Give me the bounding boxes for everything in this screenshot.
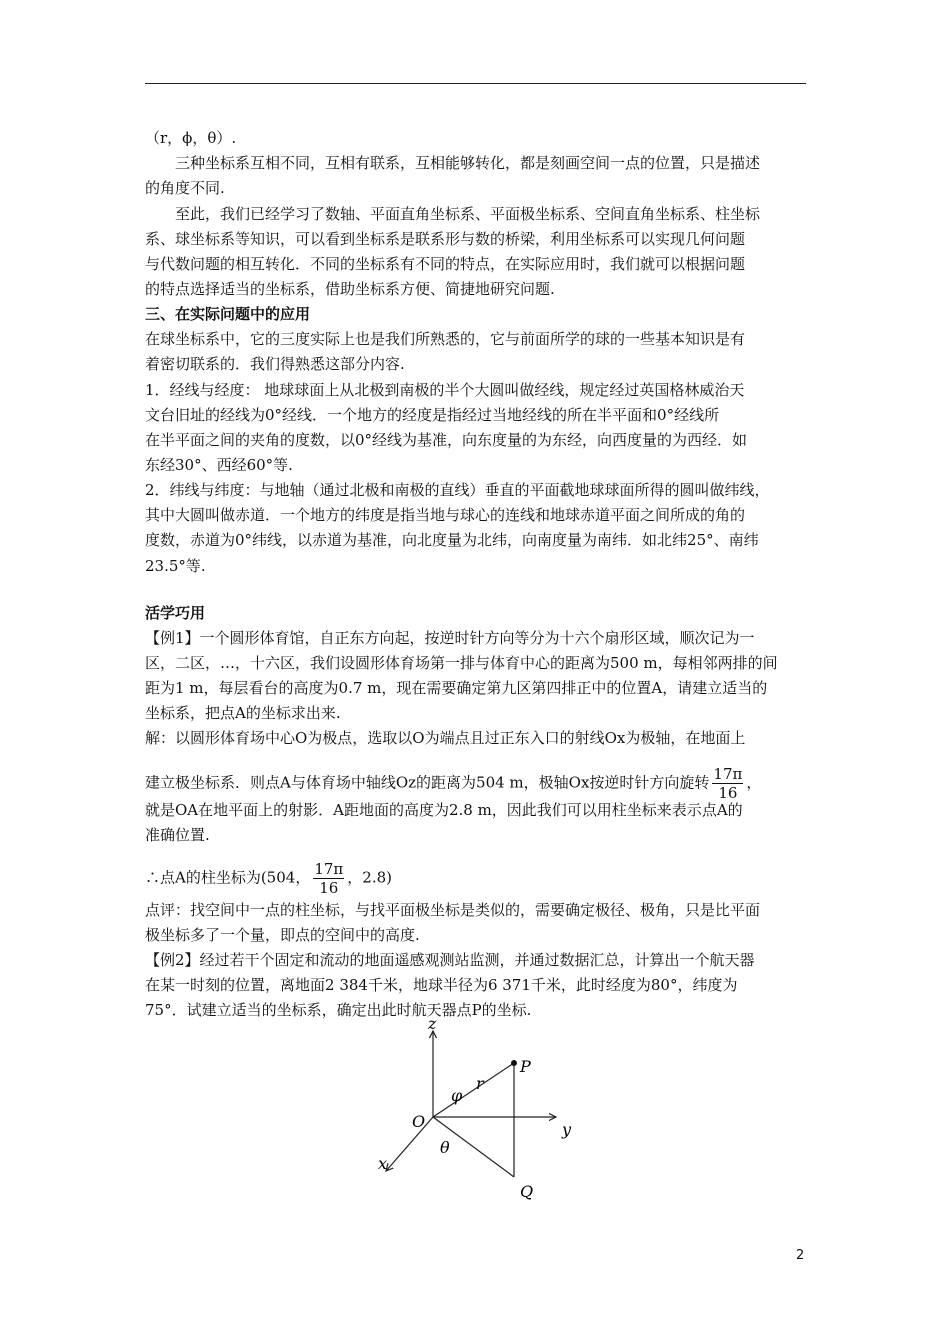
label-z: z: [428, 1015, 437, 1033]
fraction: [712, 765, 743, 802]
segment-OP: [433, 1063, 514, 1117]
answer-text: ，2.8): [347, 868, 392, 887]
example-line: 在某一时刻的位置，离地面2 384千米，地球半径为6 371千米，此时经度为80°，纬度为: [145, 976, 738, 994]
label-O: O: [412, 1112, 426, 1131]
text-line: 在半平面之间的夹角的度数，以0°经线为基准，向东度量的为东经，向西度量的为西经．如: [145, 431, 748, 449]
fraction: [313, 860, 344, 897]
text-line: （r，ϕ，θ）.: [145, 129, 237, 147]
text-line: 其中大圆叫做赤道．一个地方的纬度是指当地与球心的连线和地球赤道平面之间所成的角的: [145, 506, 746, 524]
comment-line: 点评：找空间中一点的柱坐标，与找平面极坐标是类似的，需要确定极径、极角，只是比平面: [145, 901, 761, 919]
solution-line-with-fraction: [145, 765, 761, 802]
text-line: 至此，我们已经学习了数轴、平面直角坐标系、平面极坐标系、空间直角坐标系、柱坐标: [175, 205, 761, 223]
solution-line: 准确位置.: [145, 826, 210, 844]
text-line: 的特点选择适当的坐标系，借助坐标系方便、简捷地研究问题.: [145, 280, 555, 298]
example-line: 坐标系，把点A的坐标求出来.: [145, 704, 341, 722]
text-line: 三种坐标系互相不同，互相有联系，互相能够转化，都是刻画空间一点的位置，只是描述: [175, 154, 761, 172]
coordinate-figure: [370, 1015, 590, 1205]
fraction-numerator: 17π: [713, 765, 743, 783]
text-line: 文台旧址的经线为0°经线．一个地方的经度是指经过当地经线的所在半平面和0°经线所: [145, 406, 720, 424]
label-P: P: [520, 1057, 531, 1076]
text-line: 的角度不同.: [145, 179, 225, 197]
solution-text: ，: [746, 773, 762, 792]
label-y: y: [562, 1120, 572, 1139]
fraction-denominator: 16: [718, 784, 738, 802]
example-line: 【例2】经过若干个固定和流动的地面遥感观测站监测，并通过数据汇总，计算出一个航天器: [145, 951, 755, 969]
text-line: 系、球坐标系等知识，可以看到坐标系是联系形与数的桥梁，利用坐标系可以实现几何问题: [145, 230, 746, 248]
answer-line: [145, 860, 392, 897]
text-line: 度数，赤道为0°纬线，以赤道为基准，向北度量为北纬，向南度量为南纬．如北纬25°、南纬: [145, 531, 759, 549]
example-line: 【例1】一个圆形体育馆，自正东方向起，按逆时针方向等分为十六个扇形区域，顺次记为一: [145, 629, 755, 647]
example-line: 75°．试建立适当的坐标系，确定出此时航天器点P的坐标.: [145, 1001, 532, 1019]
fraction-denominator: 16: [319, 879, 339, 897]
fraction-numerator: 17π: [314, 860, 344, 878]
label-Q: Q: [520, 1182, 534, 1201]
solution-text: 建立极坐标系．则点A与体育场中轴线Oz的距离为504 m，极轴Ox按逆时针方向旋转: [145, 773, 710, 792]
text-line: 23.5°等.: [145, 557, 206, 575]
point-P: [511, 1060, 517, 1066]
page-number: 2: [796, 1248, 805, 1263]
text-line: 与代数问题的相互转化．不同的坐标系有不同的特点，在实际应用时，我们就可以根据问题: [145, 255, 746, 273]
text-line: 着密切联系的．我们得熟悉这部分内容.: [145, 355, 405, 373]
answer-text: ∴点A的柱坐标为(504，: [145, 868, 311, 887]
comment-line: 极坐标多了一个量，即点的空间中的高度.: [145, 926, 420, 944]
header-rule: [145, 83, 806, 84]
example-line: 区，二区，…，十六区，我们设圆形体育场第一排与体育中心的距离为500 m，每相邻两排的间: [145, 654, 778, 672]
text-line: 东经30°、西经60°等.: [145, 456, 293, 474]
text-line: 1．经线与经度： 地球球面上从北极到南极的半个大圆叫做经线，规定经过英国格林威治天: [145, 381, 745, 399]
label-x: x: [378, 1154, 388, 1173]
subsection-heading: 活学巧用: [145, 604, 206, 622]
label-r: r: [476, 1074, 484, 1093]
label-phi: φ: [451, 1086, 463, 1105]
solution-line: 解：以圆形体育场中心O为极点，选取以O为端点且过正东入口的射线Ox为极轴，在地面上: [145, 729, 746, 747]
text-line: 在球坐标系中，它的三度实际上也是我们所熟悉的，它与前面所学的球的一些基本知识是有: [145, 330, 746, 348]
example-line: 距为1 m，每层看台的高度为0.7 m，现在需要确定第九区第四排正中的位置A，请建立适当的: [145, 679, 768, 697]
section-heading: 三、在实际问题中的应用: [145, 305, 311, 323]
solution-line: 就是OA在地平面上的射影．A距地面的高度为2.8 m，因此我们可以用柱坐标来表示点A的: [145, 801, 743, 819]
text-line: 2．纬线与纬度：与地轴（通过北极和南极的直线）垂直的平面截地球球面所得的圆叫做纬线，: [145, 481, 770, 499]
label-theta: θ: [440, 1138, 450, 1157]
x-axis: [386, 1117, 433, 1171]
